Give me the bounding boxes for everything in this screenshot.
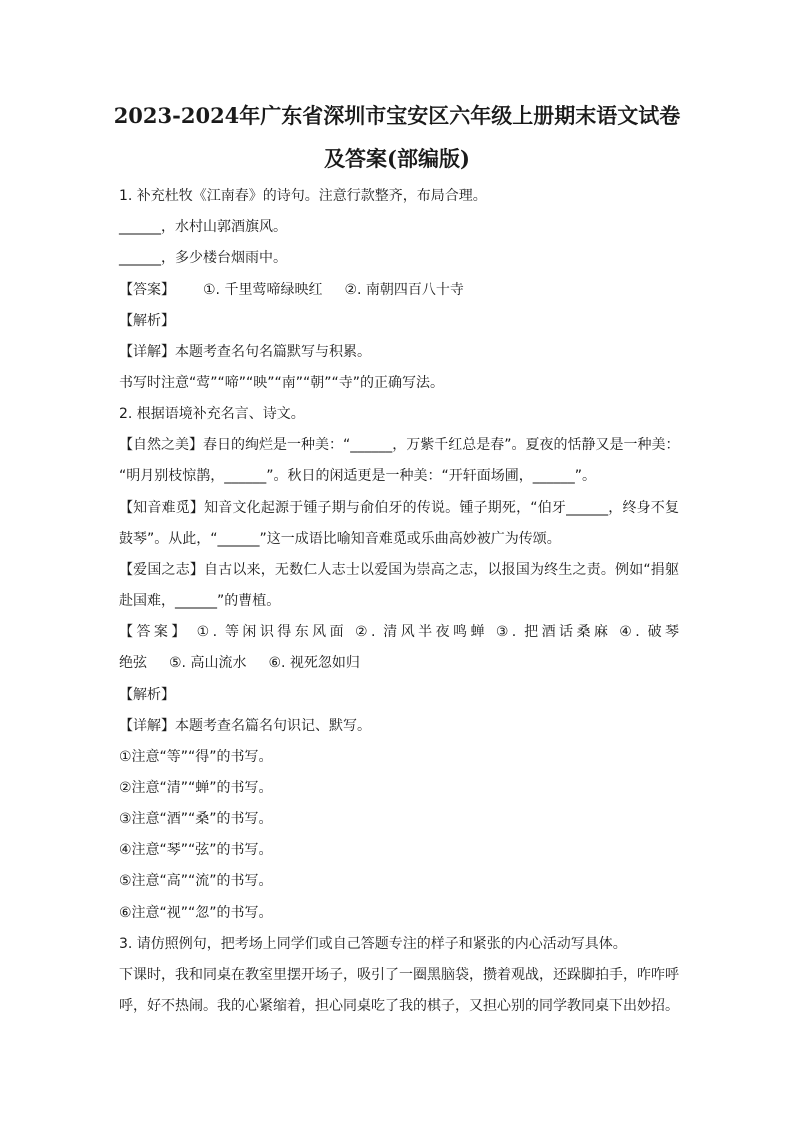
q2-answer-2: ②. 清风半夜鸣蝉 bbox=[354, 624, 488, 640]
q2-answer-label: 【答案】 bbox=[119, 624, 189, 640]
q2-friend-line-2: 鼓琴”。从此，“______”这一成语比喻知音难觅或乐曲高妙被广为传颂。 bbox=[119, 531, 561, 547]
q1-question: 1. 补充杜牧《江南春》的诗句。注意行款整齐，布局合理。 bbox=[119, 188, 487, 204]
q2-note-3: ③注意“酒”“桑”的书写。 bbox=[119, 811, 273, 827]
q2-patriot-line-2: 赴国难，______”的曹植。 bbox=[119, 593, 281, 609]
q1-answer-2: ②. 南朝四百八十寺 bbox=[344, 282, 464, 298]
q1-note: 书写时注意“莺”“啼”“映”“南”“朝”“寺”的正确写法。 bbox=[119, 375, 445, 391]
q2-note-6: ⑥注意“视”“忽”的书写。 bbox=[119, 905, 273, 921]
q1-answer-row bbox=[119, 280, 679, 300]
q1-answer-label: 【答案】 bbox=[119, 282, 175, 298]
q2-patriot-line-1: 【爱国之志】自古以来，无数仁人志士以爱国为崇高之志，以报国为终生之责。例如“捐躯 bbox=[119, 562, 679, 578]
q1-blank-line-b: ______，多少楼台烟雨中。 bbox=[119, 250, 287, 266]
q2-answer-row-2 bbox=[119, 653, 679, 673]
q2-note-1: ①注意“等”“得”的书写。 bbox=[119, 749, 273, 765]
q2-detail: 【详解】本题考查名篇名句识记、默写。 bbox=[119, 718, 371, 734]
q2-answer-1: ①. 等闲识得东风面 bbox=[196, 624, 348, 640]
q1-detail: 【详解】本题考查名句名篇默写与积累。 bbox=[119, 344, 371, 360]
q1-answer-1: ①. 千里莺啼绿映红 bbox=[203, 282, 323, 298]
q3-question: 3. 请仿照例句，把考场上同学们或自己答题专注的样子和紧张的内心活动写具体。 bbox=[119, 936, 627, 952]
q2-nature-line-1: 【自然之美】春日的绚烂是一种美：“______，万紫千红总是春”。夏夜的恬静又是一种美： bbox=[119, 437, 680, 453]
q3-example-line-2: 呼，好不热闹。我的心紧缩着，担心同桌吃了我的棋子，又担心别的同学教同桌下出妙招。 bbox=[119, 998, 679, 1014]
document-title-line-2: 及答案(部编版) bbox=[324, 146, 470, 171]
q2-note-2: ②注意“清”“蝉”的书写。 bbox=[119, 780, 273, 796]
document-title-line-1: 2023-2024年广东省深圳市宝安区六年级上册期末语文试卷 bbox=[113, 103, 681, 128]
q2-question: 2. 根据语境补充名言、诗文。 bbox=[119, 406, 305, 422]
q2-answer-6: ⑥. 视死忽如归 bbox=[268, 655, 360, 671]
q2-note-5: ⑤注意“高”“流”的书写。 bbox=[119, 873, 273, 889]
q1-analysis-label: 【解析】 bbox=[119, 313, 175, 329]
q2-answer-row-1 bbox=[119, 622, 679, 642]
q2-answer-3: ③. 把酒话桑麻 bbox=[495, 624, 612, 640]
q2-answer-4b: 绝弦 bbox=[119, 655, 147, 671]
q2-analysis-label: 【解析】 bbox=[119, 687, 175, 703]
q2-answer-5: ⑤. 高山流水 bbox=[169, 655, 247, 671]
q1-blank-line-a: ______，水村山郭酒旗风。 bbox=[119, 219, 287, 235]
q2-friend-line-1: 【知音难觅】知音文化起源于锺子期与俞伯牙的传说。锺子期死，“伯牙______，终身不复 bbox=[119, 500, 679, 516]
q2-nature-line-2: “明月别枝惊鹊，______”。秋日的闲适更是一种美：“开轩面场圃，______”。 bbox=[119, 468, 597, 484]
q3-example-line-1: 下课时，我和同桌在教室里摆开场子，吸引了一圈黑脑袋，攒着观战，还跺脚拍手，咋咋呼 bbox=[119, 967, 679, 983]
q2-answer-4a: ④. 破琴 bbox=[619, 624, 680, 640]
q2-note-4: ④注意“琴”“弦”的书写。 bbox=[119, 842, 273, 858]
